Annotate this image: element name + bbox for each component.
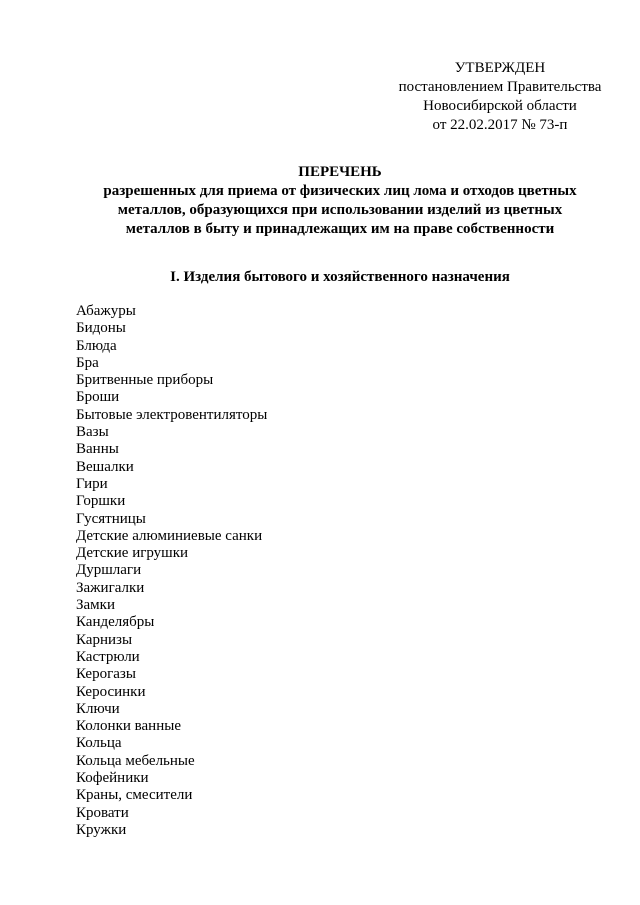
title-heading: ПЕРЕЧЕНЬ	[298, 164, 382, 180]
approval-heading: УТВЕРЖДЕН	[454, 60, 546, 76]
list-item: Бидоны	[76, 320, 126, 337]
title-line-1: разрешенных для приема от физических лиц лома и отходов цветных	[103, 183, 577, 199]
list-item: Кольца	[76, 735, 122, 752]
approval-stamp	[385, 59, 615, 135]
title-line-2: металлов, образующихся при использовании изделий из цветных	[117, 202, 563, 218]
list-item: Ванны	[76, 441, 119, 458]
approval-date-number: от 22.02.2017 № 73-п	[432, 117, 568, 133]
approval-authority: постановлением Правительства	[398, 79, 602, 95]
list-item: Гири	[76, 475, 108, 492]
list-item: Канделябры	[76, 614, 155, 631]
list-item: Бритвенные приборы	[76, 372, 214, 389]
list-item: Карнизы	[76, 631, 133, 648]
list-item: Колонки ванные	[76, 718, 181, 735]
list-item: Горшки	[76, 493, 126, 510]
title-line-3: металлов в быту и принадлежащих им на праве собственности	[125, 221, 555, 237]
list-item: Керогазы	[76, 666, 136, 683]
list-item: Кружки	[76, 821, 127, 838]
list-item: Абажуры	[76, 303, 136, 319]
section-heading: I. Изделия бытового и хозяйственного назначения	[170, 269, 510, 285]
list-item: Ключи	[76, 700, 120, 717]
list-item: Вешалки	[76, 458, 134, 475]
list-item: Кровати	[76, 804, 129, 821]
approval-region: Новосибирской области	[423, 98, 577, 114]
list-item: Гусятницы	[76, 510, 146, 527]
list-item: Кольца мебельные	[76, 752, 195, 769]
list-item: Броши	[76, 389, 120, 406]
list-item: Вазы	[76, 424, 109, 441]
list-item: Керосинки	[76, 683, 146, 700]
items-list	[76, 303, 267, 839]
list-item: Бра	[76, 354, 99, 371]
list-item: Блюда	[76, 337, 117, 354]
list-item: Кофейники	[76, 770, 149, 787]
list-item: Кастрюли	[76, 648, 140, 665]
list-item: Дуршлаги	[76, 562, 142, 579]
list-item: Бытовые электровентиляторы	[76, 406, 268, 423]
list-item: Детские алюминиевые санки	[76, 527, 263, 544]
list-item: Замки	[76, 597, 115, 614]
document-title	[60, 163, 620, 239]
list-item: Зажигалки	[76, 579, 145, 596]
list-item: Детские игрушки	[76, 545, 189, 562]
list-item: Краны, смесители	[76, 787, 193, 804]
